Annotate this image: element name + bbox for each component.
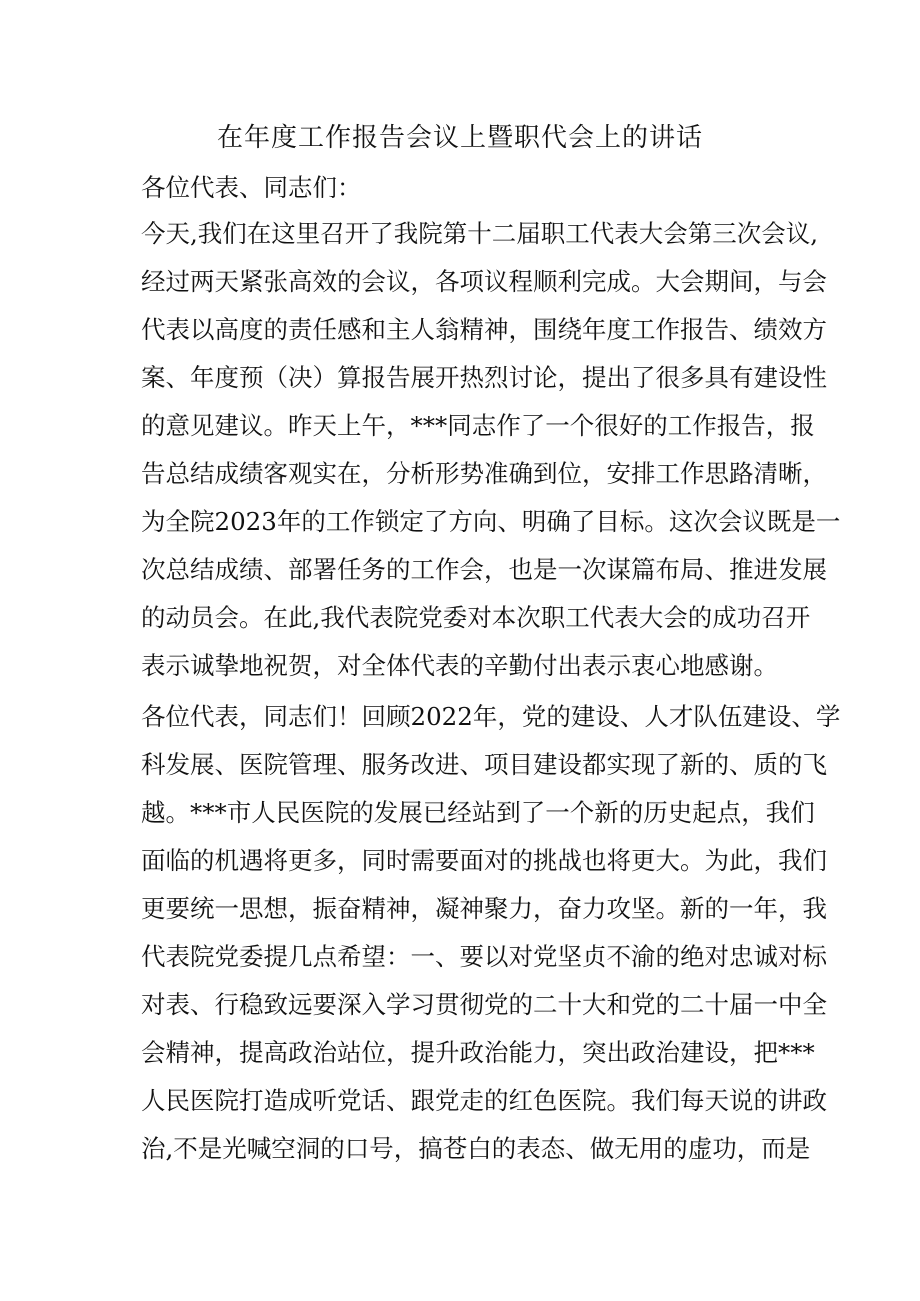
paragraph-1-line-6: 告总结成绩客观实在，分析形势准确到位，安排工作思路清晰，: [141, 459, 827, 488]
paragraph-1-line-3: 代表以高度的责任感和主人翁精神，围绕年度工作报告、绩效方: [141, 315, 827, 344]
paragraph-2-line-5: 更要统一思想，振奋精神，凝神聚力，奋力攻坚。新的一年，我: [141, 894, 827, 923]
paragraph-2-line-1: 各位代表，同志们！回顾2022年，党的建设、人才队伍建设、学: [141, 702, 841, 731]
paragraph-1-line-7: 为全院2023年的工作锁定了方向、明确了目标。这次会议既是一: [141, 507, 841, 536]
document-title: 在年度工作报告会议上暨职代会上的讲话: [216, 123, 703, 153]
paragraph-1-line-10: 表示诚挚地祝贺，对全体代表的辛勤付出表示衷心地感谢。: [141, 651, 778, 680]
paragraph-2-line-10: 治,不是光喊空洞的口号，搞苍白的表态、做无用的虚功，而是: [141, 1134, 811, 1163]
paragraph-2-line-8: 会精神，提高政治站位，提升政治能力，突出政治建设，把***: [141, 1038, 815, 1067]
paragraph-2-line-3: 越。***市人民医院的发展已经站到了一个新的历史起点，我们: [141, 798, 815, 827]
paragraph-1-line-8: 次总结成绩、部署任务的工作会，也是一次谋篇布局、推进发展: [141, 555, 827, 584]
paragraph-2-line-2: 科发展、医院管理、服务改进、项目建设都实现了新的、质的飞: [141, 750, 827, 779]
paragraph-2-line-6: 代表院党委提几点希望：一、要以对党坚贞不渝的绝对忠诚对标: [141, 942, 827, 971]
paragraph-1-line-2: 经过两天紧张高效的会议，各项议程顺利完成。大会期间，与会: [141, 267, 827, 296]
salutation: 各位代表、同志们：: [141, 173, 362, 202]
paragraph-2-line-4: 面临的机遇将更多，同时需要面对的挑战也将更大。为此，我们: [141, 846, 827, 875]
paragraph-1-line-4: 案、年度预（决）算报告展开热烈讨论，提出了很多具有建设性: [141, 363, 827, 392]
paragraph-2-line-7: 对表、行稳致远要深入学习贯彻党的二十大和党的二十届一中全: [141, 990, 827, 1019]
paragraph-1-line-1: 今天,我们在这里召开了我院第十二届职工代表大会第三次会议,: [141, 219, 819, 248]
paragraph-2-line-9: 人民医院打造成听党话、跟党走的红色医院。我们每天说的讲政: [141, 1086, 827, 1115]
paragraph-1-line-9: 的动员会。在此,我代表院党委对本次职工代表大会的成功召开: [141, 603, 811, 632]
paragraph-1-line-5: 的意见建议。昨天上午，***同志作了一个很好的工作报告，报: [141, 411, 815, 440]
